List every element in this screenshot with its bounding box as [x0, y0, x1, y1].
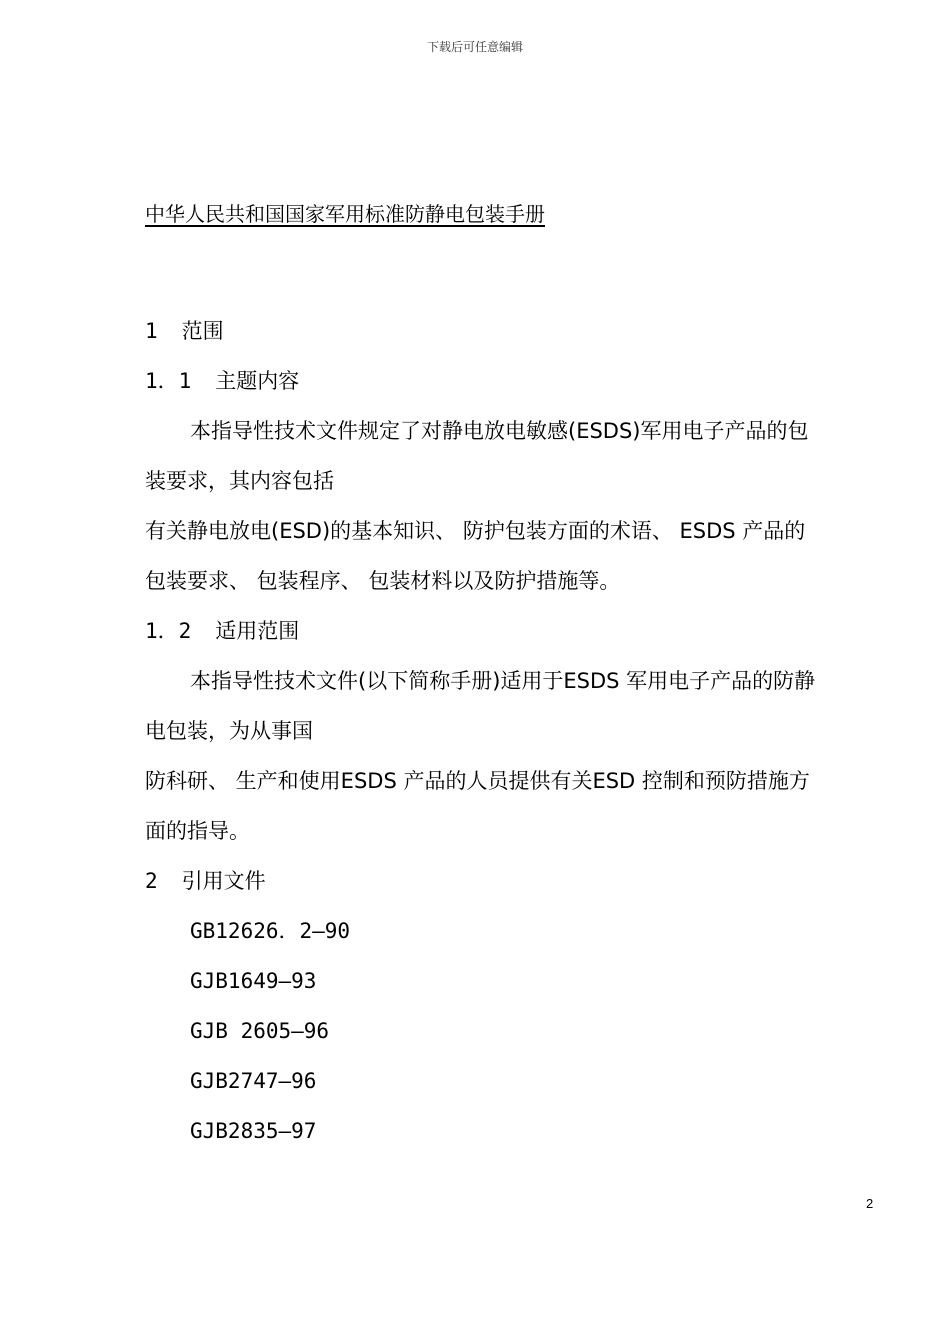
paragraph-line: 本指导性技术文件(以下简称手册)适用于ESDS 军用电子产品的防静 [190, 669, 816, 693]
section-heading-2 [145, 856, 875, 906]
page-header-note: 下载后可任意编辑 [426, 40, 523, 54]
reference-item: GJB1649—93 [190, 969, 317, 993]
section-title: 适用范围 [215, 619, 300, 643]
section-title: 引用文件 [181, 869, 266, 893]
document-body [145, 306, 875, 1156]
section-number: 1．2 [145, 619, 192, 643]
paragraph-line: 包装要求、 包装程序、 包装材料以及防护措施等。 [145, 569, 621, 593]
section-number: 2 [145, 869, 158, 893]
reference-item: GJB2835—97 [190, 1119, 317, 1143]
page-number: 2 [866, 1196, 874, 1211]
section-heading-1-2 [145, 606, 875, 656]
section-heading-1-1 [145, 356, 875, 406]
paragraph-line: 防科研、 生产和使用ESDS 产品的人员提供有关ESD 控制和预防措施方 [145, 769, 810, 793]
section-number: 1 [145, 319, 158, 343]
document-title: 中华人民共和国国家军用标准防静电包装手册 [145, 202, 545, 226]
reference-item: GJB 2605—96 [190, 1019, 330, 1043]
paragraph-line: 装要求，其内容包括 [145, 469, 334, 493]
paragraph-line: 本指导性技术文件规定了对静电放电敏感(ESDS)军用电子产品的包 [190, 419, 809, 443]
section-title: 主题内容 [215, 369, 300, 393]
paragraph-line: 面的指导。 [145, 819, 250, 843]
paragraph-line: 电包装，为从事国 [145, 719, 313, 743]
reference-item: GJB2747—96 [190, 1069, 317, 1093]
section-heading-1 [145, 306, 875, 356]
paragraph-line: 有关静电放电(ESD)的基本知识、 防护包装方面的术语、 ESDS 产品的 [145, 519, 806, 543]
reference-item: GB12626．2—90 [190, 919, 351, 943]
section-number: 1．1 [145, 369, 192, 393]
section-title: 范围 [181, 319, 224, 343]
